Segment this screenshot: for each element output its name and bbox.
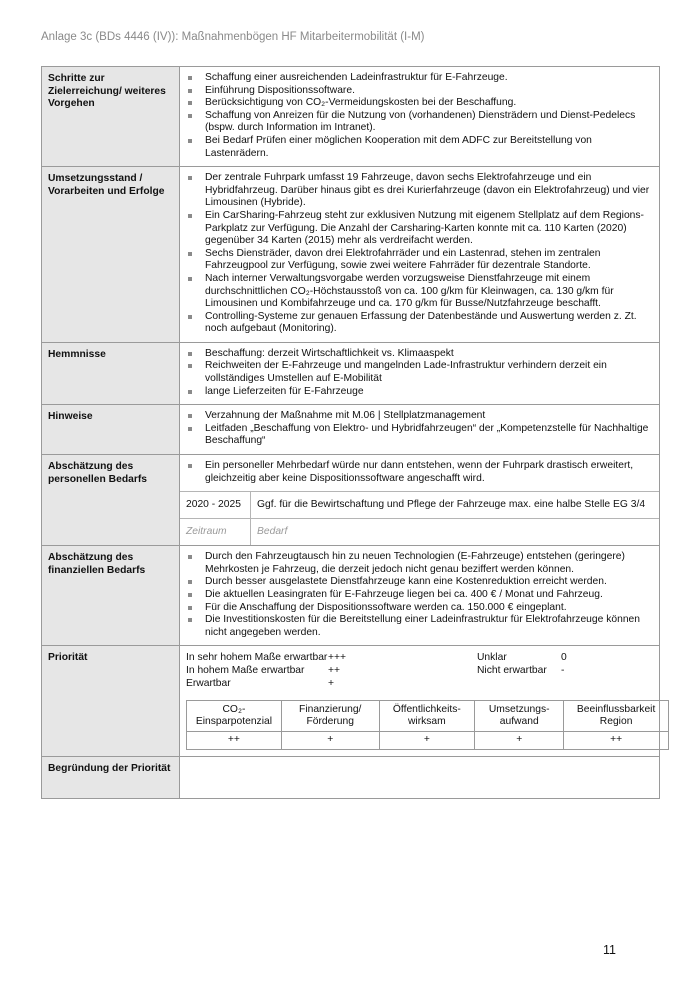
row-umsetzung xyxy=(42,167,660,343)
criteria-value: ++ xyxy=(564,732,669,750)
list-item: Die Investitionskosten für die Bereitstellung einer Ladeinfrastruktur für Elektrofahrzeuge können nicht angegeben werden. xyxy=(186,614,653,639)
row-hemmnisse xyxy=(42,342,660,404)
criteria-header: Öffentlichkeits-wirksam xyxy=(379,701,475,732)
criteria-header: Umsetzungs-aufwand xyxy=(475,701,564,732)
list-personell xyxy=(180,455,659,491)
list-hinweise xyxy=(180,405,659,454)
label-personell: Abschätzung des personellen Bedarfs xyxy=(42,455,180,546)
criteria-value: + xyxy=(475,732,564,750)
list-item: Ein CarSharing-Fahrzeug steht zur exklusiven Nutzung mit eigenem Stellplatz auf dem Regions-Parkplatz zur Verfügung. Die Anzahl der Carsharing-Karten konnte mit ca. 110 Karten (2020) gegenüber 34 Karten (2015) mehr als verdreifacht werden. xyxy=(186,210,653,248)
list-item: Controlling-Systeme zur genauen Erfassung der Datenbestände und Auswertung werden z. Zt. noch aufgebaut (Monitoring). xyxy=(186,311,653,336)
criteria-header: Beeinflussbarkeit Region xyxy=(564,701,669,732)
list-item: Verzahnung der Maßnahme mit M.06 | Stellplatzmanagement xyxy=(186,410,653,423)
list-item: Durch den Fahrzeugtausch hin zu neuen Technologien (E-Fahrzeuge) entstehen (geringere) Mehrkosten je Fahrzeug, die derzeit jedoch nicht genau beziffert werden können. xyxy=(186,551,653,576)
label-schritte: Schritte zur Zielerreichung/ weiteres Vorgehen xyxy=(42,67,180,167)
measure-sheet-table xyxy=(41,66,660,799)
list-schritte xyxy=(180,67,659,166)
list-item: Für die Anschaffung der Dispositionssoftware werden ca. 150.000 € eingeplant. xyxy=(186,602,653,615)
criteria-value: + xyxy=(379,732,475,750)
bedarf-header: Bedarf xyxy=(251,519,660,546)
period-cell: 2020 - 2025 xyxy=(180,492,251,519)
list-item: Ein personeller Mehrbedarf würde nur dann entstehen, wenn der Fuhrpark drastisch erweitert, gleichzeitig aber keine Dispositionssoftware angeschafft wird. xyxy=(186,460,653,485)
legend-label: Erwartbar xyxy=(186,678,231,690)
legend-symbol: - xyxy=(561,665,565,677)
legend-label: Nicht erwartbar xyxy=(477,665,547,677)
list-item: Durch besser ausgelastete Dienstfahrzeuge kann eine Kostenreduktion erreicht werden. xyxy=(186,576,653,589)
list-item: Berücksichtigung von CO₂-Vermeidungskosten bei der Beschaffung. xyxy=(186,97,653,110)
need-cell: Ggf. für die Bewirtschaftung und Pflege der Fahrzeuge max. eine halbe Stelle EG 3/4 xyxy=(251,492,660,519)
row-begruendung xyxy=(42,756,660,798)
row-prioritaet xyxy=(42,646,660,757)
list-item: Reichweiten der E-Fahrzeuge und mangelnden Lade-Infrastruktur verhindern derzeit ein vollständiges Umstellen auf E-Mobilität xyxy=(186,360,653,385)
label-prioritaet: Priorität xyxy=(42,646,180,757)
label-umsetzung: Umsetzungsstand / Vorarbeiten und Erfolge xyxy=(42,167,180,343)
legend-symbol: +++ xyxy=(328,652,347,664)
legend-label: Unklar xyxy=(477,652,507,664)
personnel-need-table xyxy=(180,491,659,545)
zeitraum-header: Zeitraum xyxy=(180,519,251,546)
list-item: Nach interner Verwaltungsvorgabe werden vorzugsweise Dienstfahrzeuge mit einem durchschnittlichen CO₂-Höchstausstoß von ca. 100 g/km für Kleinwagen, ca. 130 g/km für Limousinen und Kombifahrzeuge und ca. 170 g/km für Busse/Nutzfahrzeuge beschafft. xyxy=(186,273,653,311)
legend-symbol: ++ xyxy=(328,665,341,677)
label-hemmnisse: Hemmnisse xyxy=(42,342,180,404)
list-finanziell xyxy=(180,546,659,645)
list-item: Die aktuellen Leasingraten für E-Fahrzeuge liegen bei ca. 400 € / Monat und Fahrzeug. xyxy=(186,589,653,602)
list-item: Beschaffung: derzeit Wirtschaftlichkeit vs. Klimaaspekt xyxy=(186,348,653,361)
legend-label: In sehr hohem Maße erwartbar xyxy=(186,652,328,664)
list-hemmnisse xyxy=(180,343,659,404)
list-item: Sechs Diensträder, davon drei Elektrofahrräder und ein Lastenrad, stehen im zentralen Fahrzeugpool zur Verfügung, sowie zwei weitere Fahrräder für dezentrale Standorte. xyxy=(186,248,653,273)
row-hinweise xyxy=(42,405,660,455)
criteria-header: CO₂-Einsparpotenzial xyxy=(187,701,282,732)
legend-label: In hohem Maße erwartbar xyxy=(186,665,305,677)
criteria-value: ++ xyxy=(187,732,282,750)
row-personell xyxy=(42,455,660,546)
begruendung-content xyxy=(180,756,660,798)
list-item: lange Lieferzeiten für E-Fahrzeuge xyxy=(186,386,653,399)
legend-symbol: 0 xyxy=(561,652,567,664)
criteria-header: Finanzierung/ Förderung xyxy=(281,701,379,732)
label-hinweise: Hinweise xyxy=(42,405,180,455)
row-finanziell xyxy=(42,546,660,646)
list-item: Schaffung einer ausreichenden Ladeinfrastruktur für E-Fahrzeuge. xyxy=(186,72,653,85)
priority-criteria-table xyxy=(186,700,669,750)
list-item: Leitfaden „Beschaffung von Elektro- und Hybridfahrzeugen“ der „Kompetenzstelle für Nachhaltige Beschaffung“ xyxy=(186,423,653,448)
list-item: Der zentrale Fuhrpark umfasst 19 Fahrzeuge, davon sechs Elektrofahrzeuge und ein Hybridfahrzeug. Darüber hinaus gibt es drei Kurierfahrzeuge (davon ein Elektrofahrzeug) und vier Limousinen (Hybride). xyxy=(186,172,653,210)
list-item: Einführung Dispositionssoftware. xyxy=(186,85,653,98)
label-finanziell: Abschätzung des finanziellen Bedarfs xyxy=(42,546,180,646)
priority-legend xyxy=(186,652,653,694)
legend-symbol: + xyxy=(328,678,335,690)
page-number: 11 xyxy=(603,943,616,957)
list-umsetzung xyxy=(180,167,659,342)
list-item: Schaffung von Anreizen für die Nutzung von (vorhandenen) Diensträdern und Dienst-Pedelecs (bspw. durch Information im Intranet). xyxy=(186,110,653,135)
list-item: Bei Bedarf Prüfen einer möglichen Kooperation mit dem ADFC zur Bereitstellung von Lastenrädern. xyxy=(186,135,653,160)
row-schritte xyxy=(42,67,660,167)
document-header: Anlage 3c (BDs 4446 (IV)): Maßnahmenbögen HF Mitarbeitermobilität (I-M) xyxy=(41,31,425,43)
criteria-value: + xyxy=(281,732,379,750)
label-begruendung: Begründung der Priorität xyxy=(42,756,180,798)
